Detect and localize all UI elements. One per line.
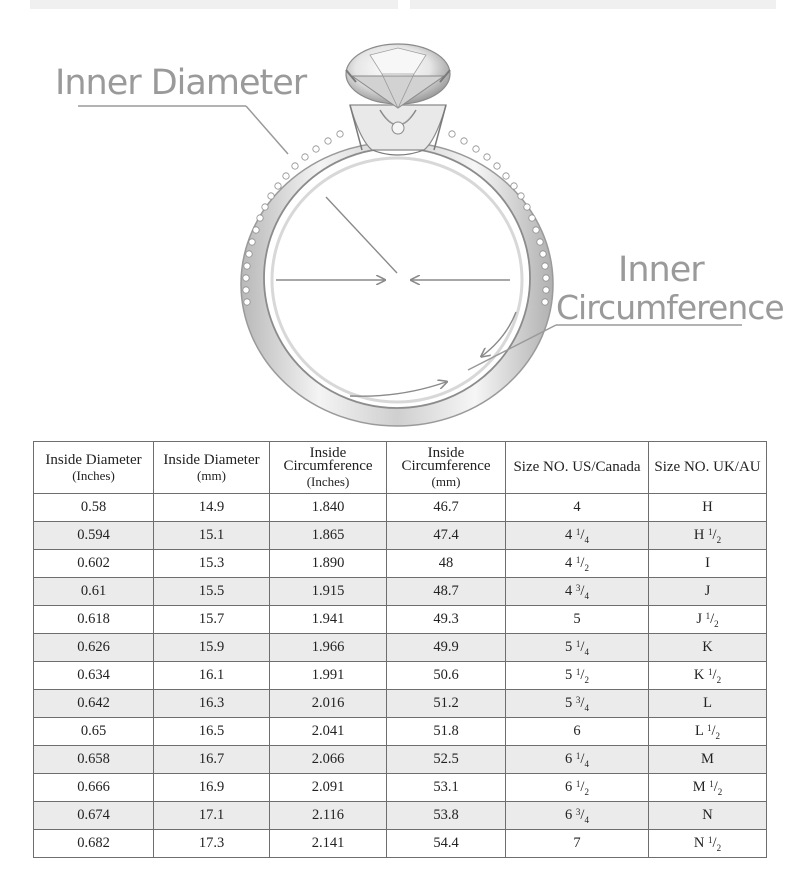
cell-diameter-mm: 15.3 (154, 550, 270, 578)
cell-circumference-mm: 51.2 (387, 690, 506, 718)
cell-circumference-inches: 2.041 (270, 718, 387, 746)
size-whole: K (693, 666, 705, 683)
size-whole: 6 (565, 750, 573, 767)
fraction-numerator: 1 (705, 610, 711, 621)
cell-diameter-mm: 15.7 (154, 606, 270, 634)
table-row (34, 550, 767, 578)
cell-circumference-mm: 49.9 (387, 634, 506, 662)
table-row (34, 662, 767, 690)
size-whole: 6 (565, 806, 573, 823)
size-whole: L (703, 695, 712, 711)
size-whole: K (702, 639, 713, 655)
fraction-denominator: 2 (584, 674, 589, 685)
fraction-numerator: 1 (708, 834, 713, 845)
cell-circumference-inches: 2.066 (270, 746, 387, 774)
size-whole: 6 (573, 723, 581, 739)
cell-diameter-inches: 0.666 (34, 774, 154, 802)
cell-circumference-mm: 49.3 (387, 606, 506, 634)
cell-size-us-canada: 5 $^1/_2$ (506, 662, 649, 690)
cell-size-us-canada: 5 $^3/_4$ (506, 690, 649, 718)
cell-diameter-inches: 0.58 (34, 494, 154, 522)
fraction-denominator: 2 (714, 618, 719, 629)
fraction-denominator: 4 (584, 814, 589, 825)
size-whole: 7 (573, 835, 581, 851)
fraction-numerator: 1 (575, 526, 581, 537)
cell-diameter-inches: 0.626 (34, 634, 154, 662)
diamond-stone (346, 44, 450, 108)
cell-size-uk-au (649, 746, 767, 774)
cell-diameter-inches: 0.658 (34, 746, 154, 774)
cell-diameter-inches: 0.65 (34, 718, 154, 746)
cell-diameter-mm: 16.1 (154, 662, 270, 690)
cell-circumference-mm: 50.6 (387, 662, 506, 690)
fraction-numerator: 1 (708, 666, 713, 677)
fraction-numerator: 1 (575, 750, 581, 761)
size-whole: L (695, 722, 704, 739)
fraction-denominator: 2 (716, 842, 722, 853)
table-row (34, 802, 767, 830)
size-whole: 5 (565, 666, 573, 683)
cell-size-uk-au: K $^1/_2$ (649, 662, 767, 690)
size-whole: 5 (573, 611, 581, 627)
size-whole: 5 (565, 638, 573, 655)
fraction-numerator: 1 (575, 554, 581, 565)
cell-circumference-inches: 2.016 (270, 690, 387, 718)
cell-diameter-inches: 0.634 (34, 662, 154, 690)
cell-diameter-inches: 0.61 (34, 578, 154, 606)
inner-diameter-label: Inner Diameter (55, 63, 307, 103)
cell-circumference-mm: 47.4 (387, 522, 506, 550)
size-whole: 4 (565, 526, 573, 543)
cell-circumference-inches: 2.091 (270, 774, 387, 802)
cell-diameter-mm: 16.3 (154, 690, 270, 718)
header-circumference-mm: Inside Circumference (mm) (387, 442, 506, 494)
cell-size-uk-au: N $^1/_2$ (649, 830, 767, 858)
cell-circumference-inches: 2.141 (270, 830, 387, 858)
cell-size-uk-au (649, 578, 767, 606)
cell-circumference-inches: 1.941 (270, 606, 387, 634)
cell-diameter-inches: 0.602 (34, 550, 154, 578)
fraction-numerator: 3 (575, 694, 581, 705)
cell-circumference-inches: 1.840 (270, 494, 387, 522)
size-whole: J (696, 610, 702, 627)
header-size-uk-au: Size NO. UK/AU (649, 442, 767, 494)
size-whole: J (704, 583, 711, 599)
table-row (34, 746, 767, 774)
cell-diameter-mm: 16.9 (154, 774, 270, 802)
cell-size-uk-au (649, 634, 767, 662)
fraction-denominator: 2 (716, 534, 722, 545)
cell-circumference-mm: 53.1 (387, 774, 506, 802)
cell-circumference-mm: 48 (387, 550, 506, 578)
fraction-denominator: 4 (584, 646, 589, 657)
header-size-us-canada: Size NO. US/Canada (506, 442, 649, 494)
ring-size-table (33, 441, 767, 858)
cell-size-us-canada: 4 $^1/_2$ (506, 550, 649, 578)
fraction-numerator: 1 (575, 638, 581, 649)
cell-circumference-inches: 1.966 (270, 634, 387, 662)
cell-circumference-mm: 46.7 (387, 494, 506, 522)
cell-diameter-mm: 14.9 (154, 494, 270, 522)
cell-circumference-inches: 1.991 (270, 662, 387, 690)
cell-size-uk-au (649, 802, 767, 830)
cell-size-us-canada: 6 $^1/_4$ (506, 746, 649, 774)
cell-circumference-mm: 48.7 (387, 578, 506, 606)
size-whole: 4 (565, 582, 573, 599)
cell-size-us-canada (506, 606, 649, 634)
cell-size-us-canada (506, 718, 649, 746)
table-body (34, 494, 767, 858)
cell-diameter-mm: 17.3 (154, 830, 270, 858)
size-whole: 4 (573, 499, 581, 515)
size-whole: M (701, 751, 714, 767)
fraction-denominator: 4 (584, 534, 589, 545)
table-row (34, 578, 767, 606)
fraction-numerator: 1 (575, 778, 581, 789)
cell-diameter-inches: 0.594 (34, 522, 154, 550)
cell-size-us-canada: 5 $^1/_4$ (506, 634, 649, 662)
inner-diameter-leader (246, 106, 288, 154)
table-row (34, 830, 767, 858)
table-row (34, 634, 767, 662)
cell-diameter-inches: 0.642 (34, 690, 154, 718)
fraction-denominator: 2 (584, 786, 589, 797)
cell-diameter-mm: 15.9 (154, 634, 270, 662)
cell-size-uk-au: L $^1/_2$ (649, 718, 767, 746)
fraction-numerator: 3 (575, 806, 581, 817)
cell-circumference-mm: 52.5 (387, 746, 506, 774)
cell-size-us-canada: 6 $^3/_4$ (506, 802, 649, 830)
cell-circumference-mm: 53.8 (387, 802, 506, 830)
cell-diameter-inches: 0.674 (34, 802, 154, 830)
header-diameter-inches: Inside Diameter (Inches) (34, 442, 154, 494)
size-whole: N (702, 807, 713, 823)
table-row (34, 522, 767, 550)
cell-diameter-mm: 15.1 (154, 522, 270, 550)
size-whole: 5 (565, 694, 573, 711)
cell-diameter-inches: 0.618 (34, 606, 154, 634)
size-whole: M (692, 778, 706, 795)
cell-diameter-mm: 16.5 (154, 718, 270, 746)
size-whole: I (705, 555, 710, 571)
cell-size-us-canada: 4 $^3/_4$ (506, 578, 649, 606)
cell-circumference-mm: 54.4 (387, 830, 506, 858)
cell-circumference-inches: 1.890 (270, 550, 387, 578)
cell-circumference-inches: 1.915 (270, 578, 387, 606)
table-row (34, 718, 767, 746)
table-row (34, 774, 767, 802)
cell-circumference-mm: 51.8 (387, 718, 506, 746)
table-row (34, 606, 767, 634)
table-row (34, 494, 767, 522)
fraction-denominator: 4 (584, 758, 589, 769)
size-whole: H (693, 526, 705, 543)
cell-size-us-canada (506, 494, 649, 522)
size-whole: N (693, 834, 705, 851)
fraction-denominator: 2 (715, 730, 720, 741)
header-diameter-mm: Inside Diameter (mm) (154, 442, 270, 494)
table-header-row (34, 442, 767, 494)
inner-circumference-label-line1: Inner (618, 250, 704, 290)
cell-size-us-canada: 6 $^1/_2$ (506, 774, 649, 802)
cell-diameter-mm: 17.1 (154, 802, 270, 830)
size-whole: 6 (565, 778, 573, 795)
cell-size-us-canada: 4 $^1/_4$ (506, 522, 649, 550)
fraction-numerator: 1 (706, 722, 712, 733)
cell-circumference-inches: 1.865 (270, 522, 387, 550)
fraction-denominator: 4 (584, 702, 589, 713)
fraction-denominator: 2 (717, 786, 723, 797)
fraction-denominator: 4 (584, 590, 589, 601)
cell-size-uk-au: J $^1/_2$ (649, 606, 767, 634)
cell-circumference-inches: 2.116 (270, 802, 387, 830)
cell-size-uk-au (649, 550, 767, 578)
fraction-numerator: 1 (575, 666, 581, 677)
header-circumference-inches: Inside Circumference (Inches) (270, 442, 387, 494)
fraction-numerator: 1 (709, 778, 714, 789)
cell-diameter-mm: 16.7 (154, 746, 270, 774)
fraction-denominator: 2 (716, 674, 722, 685)
cell-diameter-inches: 0.682 (34, 830, 154, 858)
fraction-numerator: 3 (575, 582, 581, 593)
fraction-denominator: 2 (584, 562, 589, 573)
inner-circumference-label-line2: Circumference (556, 288, 784, 327)
cell-size-uk-au (649, 690, 767, 718)
table-row (34, 690, 767, 718)
size-whole: H (702, 499, 713, 515)
ring-band-inner (264, 148, 530, 408)
fraction-numerator: 1 (708, 526, 713, 537)
cell-size-us-canada (506, 830, 649, 858)
cell-size-uk-au (649, 494, 767, 522)
cell-diameter-mm: 15.5 (154, 578, 270, 606)
size-whole: 4 (565, 554, 573, 571)
cell-size-uk-au: M $^1/_2$ (649, 774, 767, 802)
cell-size-uk-au: H $^1/_2$ (649, 522, 767, 550)
